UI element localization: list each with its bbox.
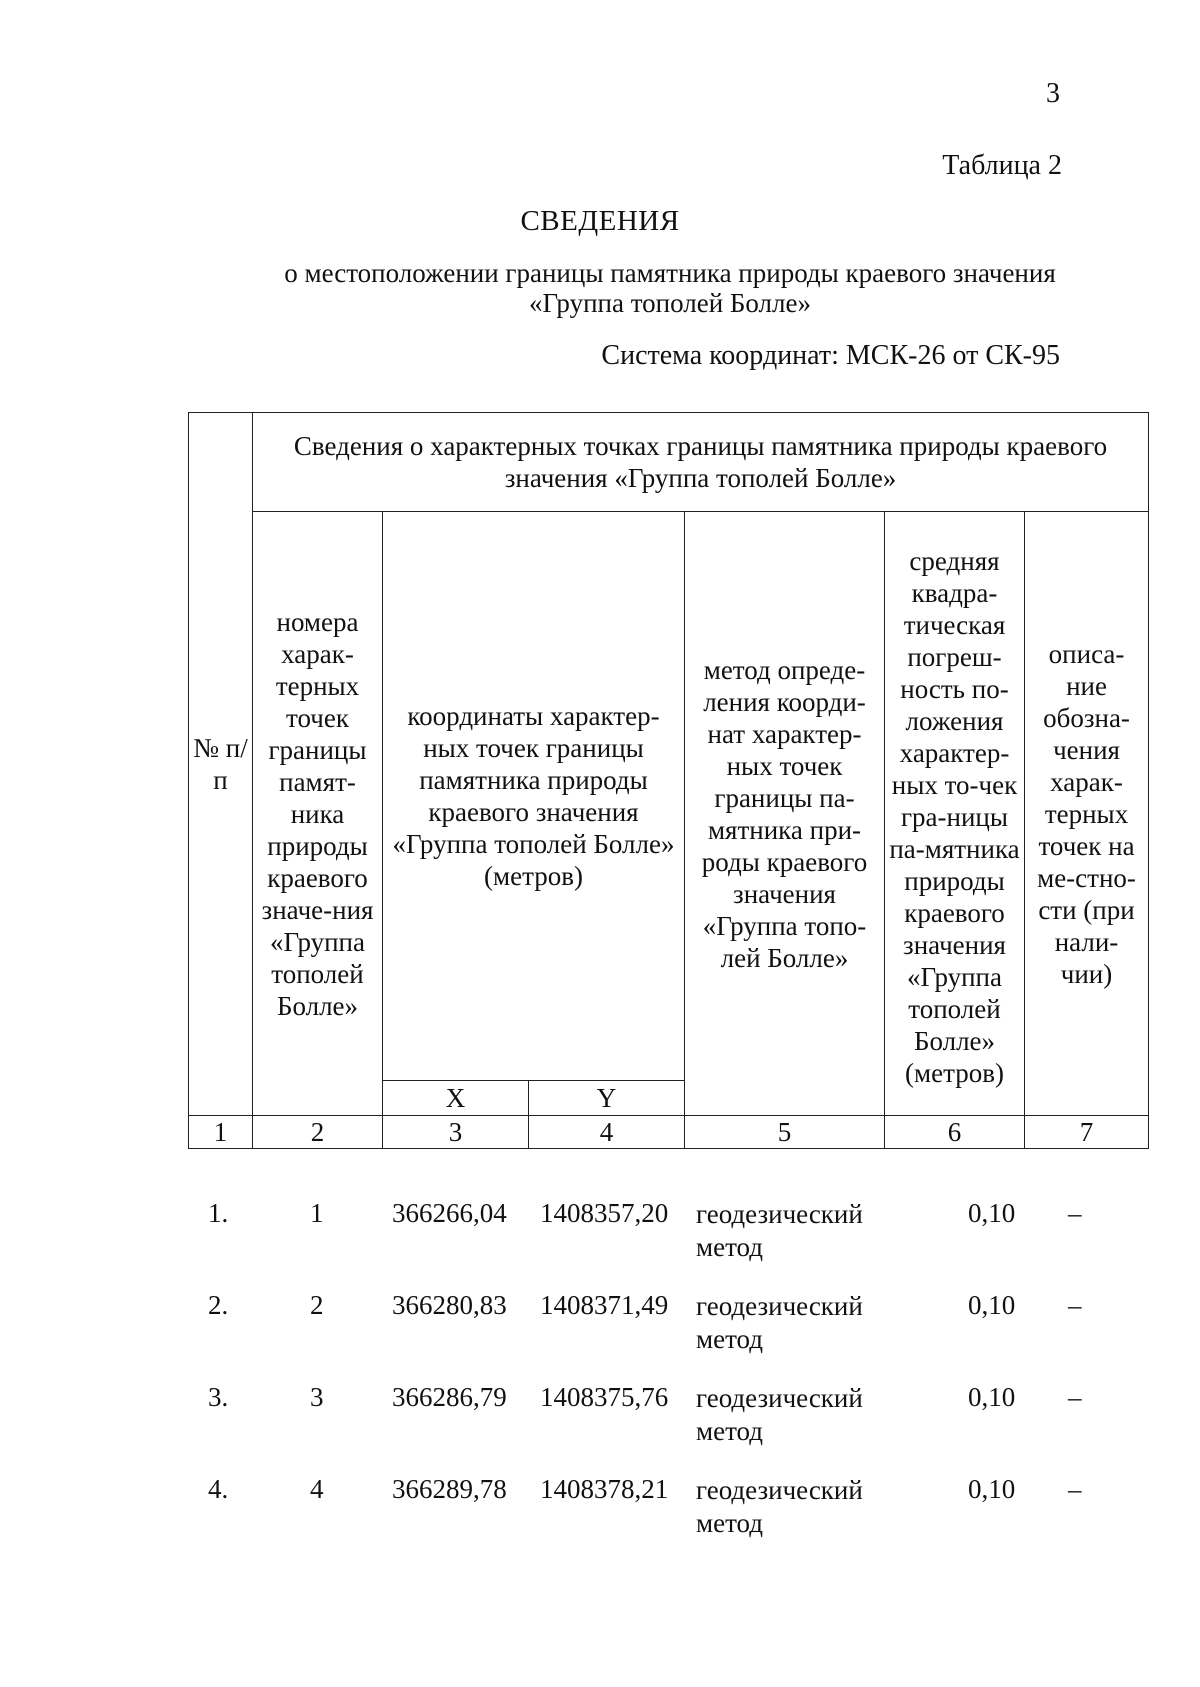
- row-number: 3.: [208, 1382, 229, 1412]
- header-col-y: Y: [529, 1081, 685, 1116]
- description: –: [1068, 1474, 1082, 1504]
- method-line-2: метод: [696, 1232, 763, 1262]
- index-cell: 1: [189, 1116, 253, 1149]
- document-subtitle: [190, 258, 1150, 318]
- error-value: 0,10: [968, 1382, 1016, 1412]
- coordinate-y: 1408371,49: [540, 1290, 669, 1320]
- point-number: 1: [310, 1198, 324, 1228]
- description: –: [1068, 1382, 1082, 1412]
- point-number: 2: [310, 1290, 324, 1320]
- coordinate-x: 366289,78: [392, 1474, 507, 1504]
- subtitle-line-2: «Группа тополей Болле»: [529, 288, 811, 318]
- table-header: [188, 412, 1149, 1149]
- description: –: [1068, 1198, 1082, 1228]
- coordinate-y: 1408357,20: [540, 1198, 669, 1228]
- method-line-1: геодезический: [696, 1383, 863, 1413]
- coordinate-x: 366286,79: [392, 1382, 507, 1412]
- table-row: [188, 1198, 1148, 1278]
- index-cell: 3: [383, 1116, 529, 1149]
- error-value: 0,10: [968, 1290, 1016, 1320]
- description: –: [1068, 1290, 1082, 1320]
- row-number: 4.: [208, 1474, 229, 1504]
- coordinate-y: 1408375,76: [540, 1382, 669, 1412]
- method-line-1: геодезический: [696, 1475, 863, 1505]
- table-row: [188, 1290, 1148, 1370]
- coordinate-system: Система координат: МСК-26 от СК-95: [601, 340, 1060, 371]
- index-cell: 5: [685, 1116, 885, 1149]
- header-col-description: описа-ние обозна-чения харак-терных точек на ме-стно-сти (при нали-чии): [1025, 512, 1149, 1116]
- method: [696, 1290, 863, 1356]
- index-cell: 4: [529, 1116, 685, 1149]
- method-line-1: геодезический: [696, 1291, 863, 1321]
- coordinate-x: 366266,04: [392, 1198, 507, 1228]
- method-line-2: метод: [696, 1508, 763, 1538]
- row-number: 2.: [208, 1290, 229, 1320]
- method-line-1: геодезический: [696, 1199, 863, 1229]
- table-row: [188, 1474, 1148, 1554]
- index-cell: 6: [885, 1116, 1025, 1149]
- point-number: 4: [310, 1474, 324, 1504]
- method: [696, 1474, 863, 1540]
- error-value: 0,10: [968, 1198, 1016, 1228]
- header-col-method: метод опреде-ления коорди-нат характер-ных точек границы па-мятника при-роды краевого значения «Группа топо-лей Болле»: [685, 512, 885, 1116]
- header-group: Сведения о характерных точках границы памятника природы краевого значения «Группа тополей Болле»: [253, 413, 1149, 512]
- header-col-error: средняя квадра-тическая погреш-ность по-ложения характер-ных то-чек гра-ницы па-мятника природы краевого значения «Группа тополей Болле» (метров): [885, 512, 1025, 1116]
- method: [696, 1382, 863, 1448]
- method: [696, 1198, 863, 1264]
- coordinate-x: 366280,83: [392, 1290, 507, 1320]
- row-number: 1.: [208, 1198, 229, 1228]
- subtitle-line-1: о местоположении границы памятника природы краевого значения: [284, 258, 1056, 288]
- method-line-2: метод: [696, 1324, 763, 1354]
- index-cell: 2: [253, 1116, 383, 1149]
- page-number: 3: [1046, 78, 1060, 109]
- table-row: [188, 1382, 1148, 1462]
- header-col-coordinates: координаты характер-ных точек границы памятника природы краевого значения «Группа тополей Болле» (метров): [383, 512, 685, 1081]
- method-line-2: метод: [696, 1416, 763, 1446]
- header-col-x: X: [383, 1081, 529, 1116]
- error-value: 0,10: [968, 1474, 1016, 1504]
- header-col-number: № п/п: [189, 413, 253, 1116]
- coordinate-y: 1408378,21: [540, 1474, 669, 1504]
- document-title: СВЕДЕНИЯ: [520, 205, 680, 237]
- header-col-point-numbers: номера харак-терных точек границы памят-ника природы краевого значе-ния «Группа тополей Болле»: [253, 512, 383, 1116]
- point-number: 3: [310, 1382, 324, 1412]
- index-cell: 7: [1025, 1116, 1149, 1149]
- table-label: Таблица 2: [942, 150, 1062, 181]
